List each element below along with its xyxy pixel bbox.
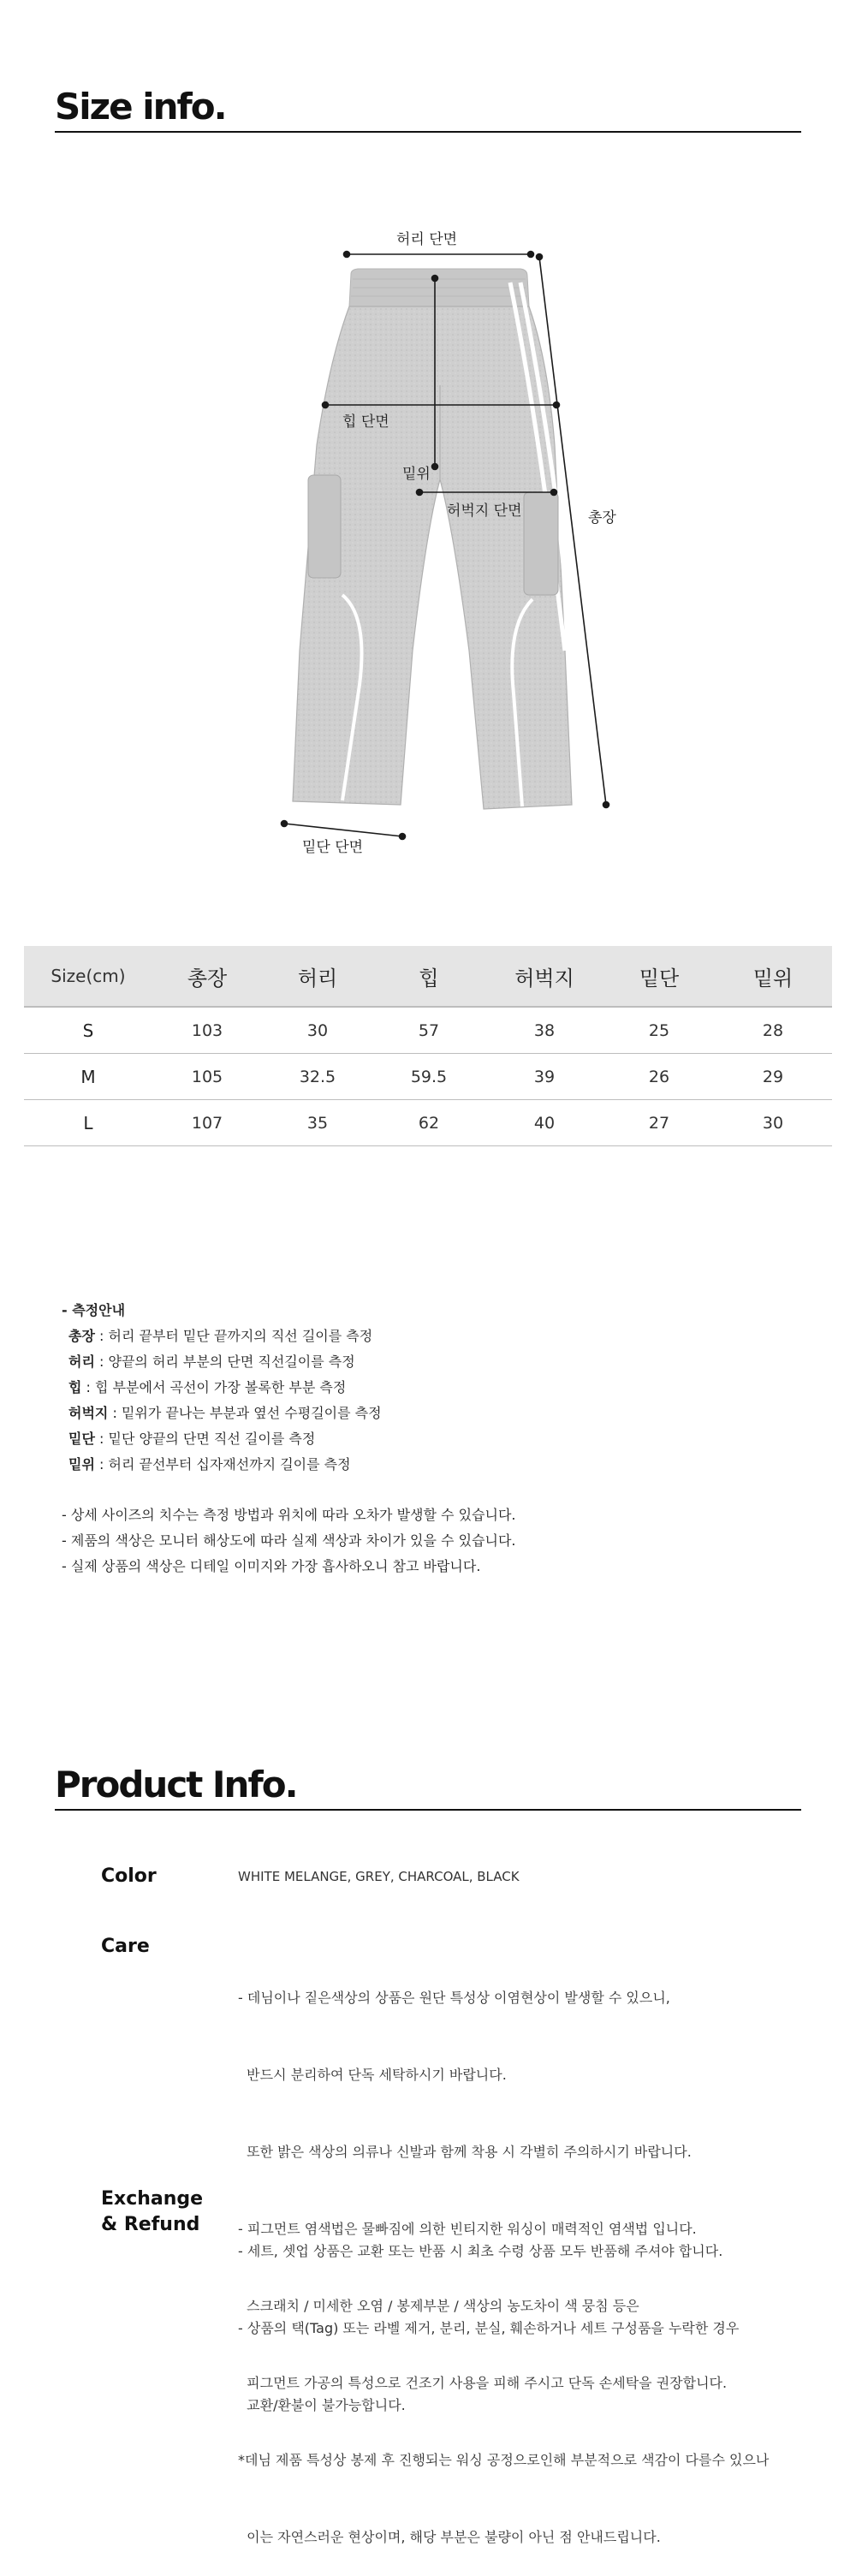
measure-notes	[62, 1502, 798, 1580]
table-cell: 25	[604, 1007, 714, 1054]
table-row	[24, 1007, 832, 1054]
exchange-line: - 상품의 택(Tag) 또는 라벨 제거, 분리, 분실, 훼손하거나 세트 구성품을 누락한 경우	[238, 2320, 740, 2336]
table-cell: 30	[262, 1007, 373, 1054]
table-cell: 29	[714, 1054, 832, 1100]
guide-item	[62, 1452, 798, 1478]
table-cell: S	[24, 1007, 152, 1054]
care-line: 또한 밝은 색상의 의류나 신발과 함께 착용 시 각별히 주의하시기 바랍니다.	[238, 2144, 692, 2160]
guide-term: 허벅지	[68, 1405, 109, 1421]
size-info-title: Size info.	[55, 86, 226, 128]
product-info-divider	[55, 1809, 801, 1811]
header-rise: 밑위	[714, 946, 832, 1007]
care-line: 반드시 분리하여 단독 세탁하시기 바랍니다.	[238, 2067, 507, 2083]
guide-item	[62, 1349, 798, 1375]
guide-item	[62, 1375, 798, 1401]
color-value: WHITE MELANGE, GREY, CHARCOAL, BLACK	[238, 1869, 520, 1884]
color-label: Color	[101, 1865, 157, 1887]
exchange-text	[238, 2187, 820, 2444]
table-cell: 62	[373, 1100, 484, 1146]
measure-guide	[62, 1298, 798, 1478]
care-line: - 데님이나 짙은색상의 상품은 원단 특성상 이염현상이 발생할 수 있으니,	[238, 1990, 670, 2006]
guide-item	[62, 1401, 798, 1426]
label-length: 총장	[588, 509, 616, 527]
size-info-divider	[55, 131, 801, 133]
guide-desc: : 허리 끝부터 밑단 끝까지의 직선 길이를 측정	[94, 1328, 373, 1344]
cargo-pocket-left	[308, 475, 341, 578]
label-rise: 밑위	[402, 466, 431, 483]
cargo-pocket-right	[524, 492, 558, 595]
exchange-line: - 세트, 셋업 상품은 교환 또는 반품 시 최초 수령 상품 모두 반품해 주셔야 합니다.	[238, 2243, 723, 2259]
table-cell: 105	[152, 1054, 262, 1100]
table-cell: 28	[714, 1007, 832, 1054]
table-cell: M	[24, 1054, 152, 1100]
product-info-title: Product Info.	[55, 1764, 297, 1806]
table-cell: L	[24, 1100, 152, 1146]
guide-desc: : 양끝의 허리 부분의 단면 직선길이를 측정	[94, 1353, 355, 1370]
header-thigh: 허벅지	[484, 946, 604, 1007]
note-line: - 제품의 색상은 모니터 해상도에 따라 실제 색상과 차이가 있을 수 있습니다.	[62, 1532, 516, 1549]
header-hem: 밑단	[604, 946, 714, 1007]
guide-term: 밑위	[68, 1456, 95, 1472]
label-hem: 밑단 단면	[302, 839, 364, 856]
care-line: 피그먼트 가공의 특성으로 건조기 사용을 피해 주시고 단독 손세탁을 권장합니다.	[238, 2375, 728, 2391]
care-label: Care	[101, 1936, 150, 1957]
table-cell: 35	[262, 1100, 373, 1146]
guide-desc: : 힙 부분에서 곡선이 가장 볼록한 부분 측정	[81, 1379, 347, 1395]
exchange-label	[101, 2186, 203, 2238]
guide-desc: : 밑위가 끝나는 부분과 옆선 수평길이를 측정	[108, 1405, 382, 1421]
header-size: Size(cm)	[24, 946, 152, 1007]
exchange-label-line: Exchange	[101, 2188, 204, 2210]
label-waist: 허리 단면	[396, 231, 458, 248]
table-cell: 38	[484, 1007, 604, 1054]
table-cell: 57	[373, 1007, 484, 1054]
header-length: 총장	[152, 946, 262, 1007]
care-line: *데님 제품 특성상 봉제 후 진행되는 워싱 공정으로인해 부분적으로 색감이 다를수 있으나	[238, 2452, 770, 2468]
label-thigh: 허벅지 단면	[447, 503, 522, 520]
table-cell: 27	[604, 1100, 714, 1146]
guide-term: 밑단	[68, 1431, 95, 1447]
guide-desc: : 허리 끝선부터 십자재선까지 길이를 측정	[94, 1456, 351, 1472]
table-row	[24, 1100, 832, 1146]
pants-diagram	[257, 214, 633, 865]
care-line: 스크래치 / 미세한 오염 / 봉제부분 / 색상의 농도차이 색 뭉침 등은	[238, 2298, 639, 2314]
guide-term: 허리	[68, 1353, 95, 1370]
header-hip: 힙	[373, 946, 484, 1007]
care-line: - 피그먼트 염색법은 물빠짐에 의한 빈티지한 워싱이 매력적인 염색법 입니다.	[238, 2221, 697, 2237]
table-cell: 30	[714, 1100, 832, 1146]
guide-item	[62, 1426, 798, 1452]
exchange-line: 교환/환불이 불가능합니다.	[238, 2397, 406, 2413]
guide-term: 총장	[68, 1328, 95, 1344]
guide-desc: : 밑단 양끝의 단면 직선 길이를 측정	[94, 1431, 316, 1447]
note-line: - 실제 상품의 색상은 디테일 이미지와 가장 흡사하오니 참고 바랍니다.	[62, 1558, 481, 1574]
table-cell: 103	[152, 1007, 262, 1054]
table-cell: 107	[152, 1100, 262, 1146]
exchange-label-line: & Refund	[101, 2214, 200, 2235]
table-cell: 39	[484, 1054, 604, 1100]
table-cell: 26	[604, 1054, 714, 1100]
guide-item	[62, 1324, 798, 1349]
size-table	[24, 946, 832, 1146]
header-waist: 허리	[262, 946, 373, 1007]
measure-guide-heading: - 측정안내	[62, 1302, 126, 1318]
label-hip: 힙 단면	[342, 413, 389, 431]
note-line: - 상세 사이즈의 치수는 측정 방법과 위치에 따라 오차가 발생할 수 있습니다.	[62, 1507, 516, 1523]
table-row	[24, 1054, 832, 1100]
table-cell: 32.5	[262, 1054, 373, 1100]
table-cell: 40	[484, 1100, 604, 1146]
size-table-header	[24, 946, 832, 1007]
care-line: 이는 자연스러운 현상이며, 해당 부분은 불량이 아닌 점 안내드립니다.	[238, 2529, 661, 2545]
table-cell: 59.5	[373, 1054, 484, 1100]
guide-term: 힙	[68, 1379, 82, 1395]
